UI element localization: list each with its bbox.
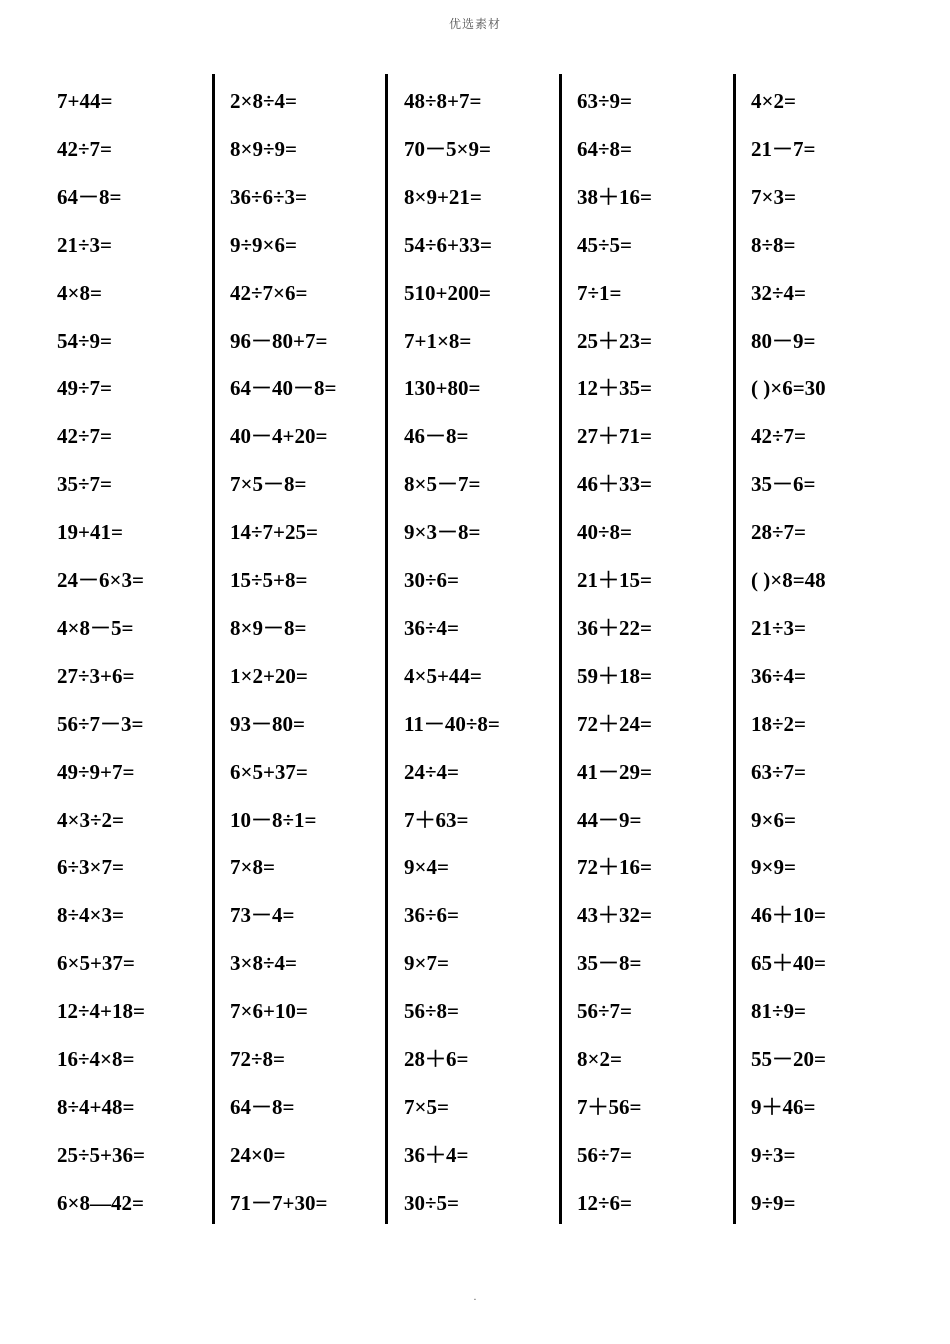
math-problem: 71－7+30=: [230, 1190, 328, 1215]
math-problem: 80－9=: [751, 328, 816, 353]
math-problem: 46－8=: [404, 424, 469, 449]
math-problem: 35÷7=: [57, 472, 112, 497]
math-problem: 42÷7=: [751, 424, 806, 449]
math-problem: ( )×6=30: [751, 376, 826, 401]
math-problem: 36＋4=: [404, 1142, 469, 1167]
math-problem: 4×3÷2=: [57, 807, 124, 832]
math-problem: 38＋16=: [577, 184, 652, 209]
arithmetic-worksheet: [40, 74, 906, 1224]
math-problem: 15÷5+8=: [230, 568, 308, 592]
math-problem: 56÷7－3=: [57, 711, 144, 736]
math-problem: 42÷7×6=: [230, 280, 308, 305]
math-problem: 4×2=: [751, 89, 796, 113]
math-problem: 96－80+7=: [230, 328, 328, 353]
math-problem: 30÷5=: [404, 1190, 459, 1215]
math-problem: 30÷6=: [404, 568, 459, 592]
math-problem: 9＋46=: [751, 1094, 816, 1119]
column-divider: [385, 74, 388, 1224]
math-problem: 93－80=: [230, 711, 305, 736]
math-problem: 7×6+10=: [230, 999, 308, 1024]
math-problem: 28＋6=: [404, 1047, 469, 1071]
math-problem: 40÷8=: [577, 520, 632, 545]
math-problem: 27÷3+6=: [57, 663, 135, 688]
math-problem: 36÷4=: [404, 615, 459, 640]
math-problem: 56÷8=: [404, 999, 459, 1024]
problem-column-1: [57, 74, 207, 1224]
math-problem: 40－4+20=: [230, 424, 328, 449]
math-problem: 7×3=: [751, 184, 796, 209]
math-problem: 72÷8=: [230, 1047, 285, 1071]
math-problem: 27＋71=: [577, 424, 652, 449]
page-header: 优选素材: [448, 17, 501, 31]
math-problem: ( )×8=48: [751, 568, 826, 592]
math-problem: 7+44=: [57, 89, 113, 113]
math-problem: 7+1×8=: [404, 328, 472, 353]
math-problem: 35－8=: [577, 951, 642, 976]
math-problem: 9×4=: [404, 855, 449, 880]
math-problem: 65＋40=: [751, 951, 826, 976]
math-problem: 72＋24=: [577, 711, 652, 736]
problem-column-5: [751, 74, 906, 1224]
column-divider: [733, 74, 736, 1224]
math-problem: 21＋15=: [577, 568, 652, 592]
page-footer: .: [473, 1292, 477, 1303]
math-problem: 64－40－8=: [230, 376, 337, 401]
math-problem: 2×8÷4=: [230, 89, 297, 113]
math-problem: 24÷4=: [404, 759, 459, 784]
math-problem: 25÷5+36=: [57, 1142, 145, 1167]
math-problem: 19+41=: [57, 520, 123, 545]
math-problem: 8×9－8=: [230, 615, 307, 640]
math-problem: 6×8—42=: [57, 1190, 144, 1215]
math-problem: 12÷4+18=: [57, 999, 145, 1024]
problem-column-3: [404, 74, 554, 1224]
math-problem: 9÷9×6=: [230, 232, 297, 257]
math-problem: 8×5－7=: [404, 472, 481, 497]
math-problem: 81÷9=: [751, 999, 806, 1024]
math-problem: 36÷6÷3=: [230, 184, 308, 209]
math-problem: 24×0=: [230, 1142, 286, 1167]
math-problem: 9×6=: [751, 807, 796, 832]
math-problem: 8×2=: [577, 1047, 622, 1071]
math-problem: 28÷7=: [751, 520, 806, 545]
problem-column-4: [577, 74, 727, 1224]
math-problem: 7＋63=: [404, 807, 469, 832]
math-problem: 18÷2=: [751, 711, 806, 736]
math-problem: 55－20=: [751, 1047, 826, 1071]
math-problem: 9×7=: [404, 951, 449, 976]
math-problem: 21÷3=: [751, 615, 806, 640]
math-problem: 12÷6=: [577, 1190, 632, 1215]
math-problem: 25＋23=: [577, 328, 652, 353]
math-problem: 7×8=: [230, 855, 275, 880]
math-problem: 73－4=: [230, 903, 295, 928]
math-problem: 1×2+20=: [230, 663, 308, 688]
math-problem: 45÷5=: [577, 232, 632, 257]
math-problem: 4×5+44=: [404, 663, 482, 688]
math-problem: 24－6×3=: [57, 568, 144, 592]
math-problem: 510+200=: [404, 280, 491, 305]
math-problem: 4×8－5=: [57, 615, 134, 640]
math-problem: 49÷9+7=: [57, 759, 135, 784]
math-problem: 8×9÷9=: [230, 136, 297, 161]
math-problem: 9÷9=: [751, 1190, 796, 1215]
math-problem: 10－8÷1=: [230, 807, 317, 832]
math-problem: 35－6=: [751, 472, 816, 497]
math-problem: 14÷7+25=: [230, 520, 318, 545]
column-divider: [559, 74, 562, 1224]
math-problem: 6÷3×7=: [57, 855, 124, 880]
math-problem: 21－7=: [751, 136, 816, 161]
math-problem: 11－40÷8=: [404, 711, 500, 736]
math-problem: 7÷1=: [577, 280, 622, 305]
math-problem: 49÷7=: [57, 376, 112, 401]
math-problem: 130+80=: [404, 376, 481, 401]
math-problem: 12＋35=: [577, 376, 652, 401]
math-problem: 41－29=: [577, 759, 652, 784]
math-problem: 46＋33=: [577, 472, 652, 497]
math-problem: 6×5+37=: [230, 759, 308, 784]
math-problem: 7＋56=: [577, 1094, 642, 1119]
math-problem: 8÷4×3=: [57, 903, 124, 928]
math-problem: 7×5－8=: [230, 472, 307, 497]
math-problem: 63÷9=: [577, 89, 632, 113]
math-problem: 64÷8=: [577, 136, 632, 161]
math-problem: 8÷4+48=: [57, 1094, 135, 1119]
math-problem: 3×8÷4=: [230, 951, 297, 976]
math-problem: 36＋22=: [577, 615, 652, 640]
math-problem: 36÷6=: [404, 903, 459, 928]
column-divider: [212, 74, 215, 1224]
math-problem: 8×9+21=: [404, 184, 482, 209]
math-problem: 46＋10=: [751, 903, 826, 928]
math-problem: 44－9=: [577, 807, 642, 832]
math-problem: 21÷3=: [57, 232, 112, 257]
math-problem: 70－5×9=: [404, 136, 491, 161]
math-problem: 56÷7=: [577, 999, 632, 1024]
math-problem: 54÷9=: [57, 328, 112, 353]
math-problem: 64－8=: [57, 184, 122, 209]
math-problem: 48÷8+7=: [404, 89, 482, 113]
math-problem: 43＋32=: [577, 903, 652, 928]
math-problem: 72＋16=: [577, 855, 652, 880]
math-problem: 42÷7=: [57, 136, 112, 161]
math-problem: 9×3－8=: [404, 520, 481, 545]
math-problem: 7×5=: [404, 1094, 449, 1119]
math-problem: 9÷3=: [751, 1142, 796, 1167]
math-problem: 32÷4=: [751, 280, 806, 305]
math-problem: 9×9=: [751, 855, 796, 880]
problem-column-2: [230, 74, 380, 1224]
math-problem: 59＋18=: [577, 663, 652, 688]
math-problem: 8÷8=: [751, 232, 796, 257]
math-problem: 54÷6+33=: [404, 232, 492, 257]
math-problem: 42÷7=: [57, 424, 112, 449]
math-problem: 36÷4=: [751, 663, 806, 688]
math-problem: 6×5+37=: [57, 951, 135, 976]
math-problem: 56÷7=: [577, 1142, 632, 1167]
math-problem: 64－8=: [230, 1094, 295, 1119]
math-problem: 4×8=: [57, 280, 102, 305]
math-problem: 63÷7=: [751, 759, 806, 784]
math-problem: 16÷4×8=: [57, 1047, 135, 1071]
